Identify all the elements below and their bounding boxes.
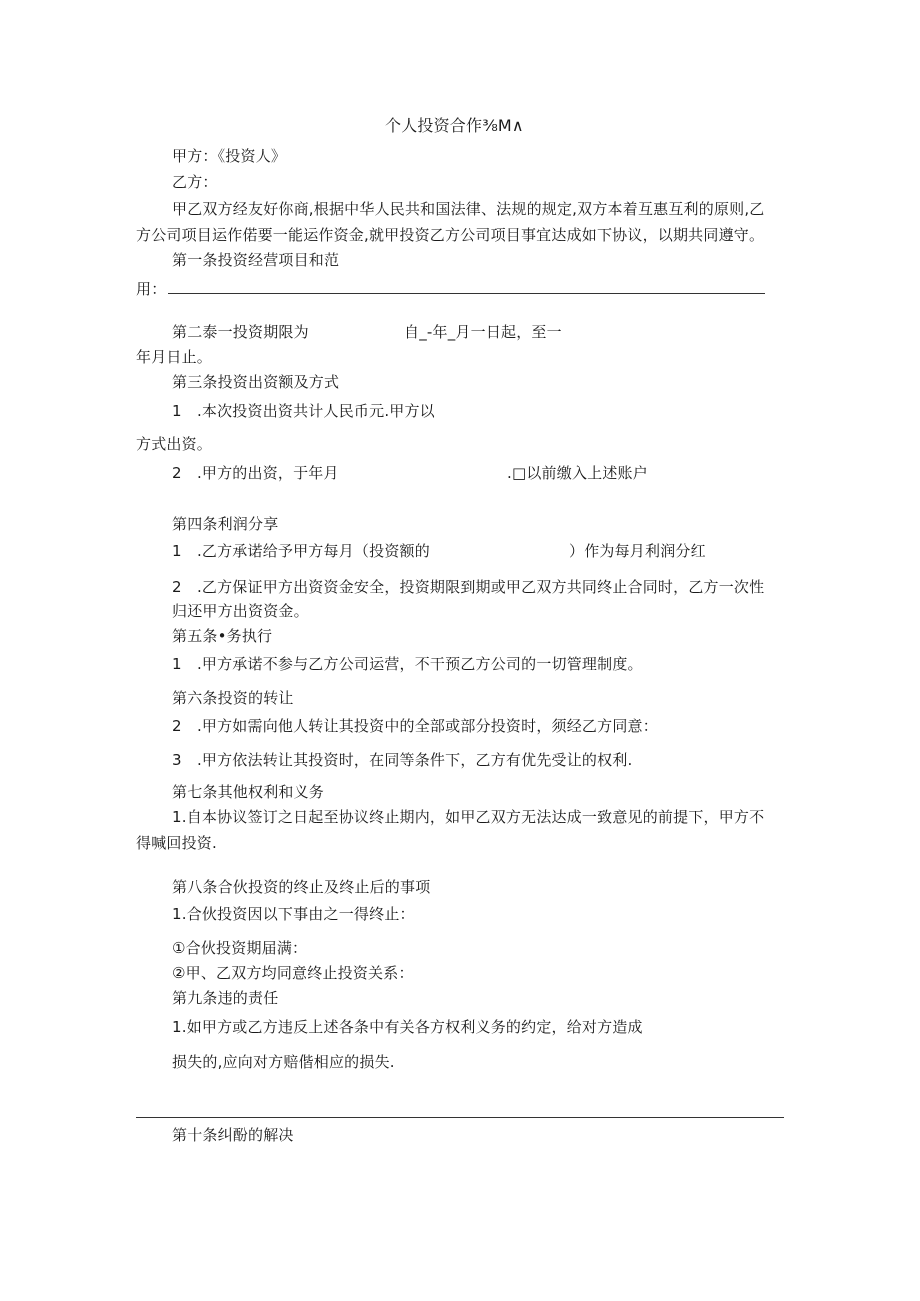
article-8-sub-item-2: ②甲、乙双方均同意终止投资关系： <box>172 964 414 982</box>
article-4-item-1: 1 .乙方承诺给予甲方每月（投资额的 <box>172 542 430 560</box>
article-7-item-1: 1.自本协议签订之日起至协议终止期内，如甲乙双方无法达成一致意见的前提下，甲方不 <box>172 808 765 826</box>
article-9-heading: 第九条违的责任 <box>172 989 279 1007</box>
article-9-item-1: 1.如甲方或乙方违反上述各条中有关各方权利义务的约定，给对方造成 <box>172 1018 643 1036</box>
article-3-heading: 第三条投资出资额及方式 <box>172 373 340 391</box>
article-2-date-range: 自_-年_月一日起，至一 <box>404 323 562 341</box>
article-4-item-2: 2 .乙方保证甲方出资资金安全，投资期限到期或甲乙双方共同终止合同时，乙方一次性 <box>172 578 765 596</box>
article-7-item-1-continuation: 得喊回投资. <box>136 834 217 852</box>
section-divider-line <box>136 1117 784 1118</box>
article-10-heading: 第十条纠酚的解决 <box>172 1126 294 1144</box>
article-4-heading: 第四条利润分享 <box>172 515 279 533</box>
article-6-item-3: 3 .甲方依法转让其投资时，在同等条件下，乙方有优先受让的权利. <box>172 751 633 769</box>
article-2-text: 第二泰一投资期限为 <box>172 323 309 341</box>
article-8-item-1: 1.合伙投资因以下事由之一得终止： <box>172 905 415 923</box>
article-5-heading: 第五条•务执行 <box>172 627 273 645</box>
article-6-heading: 第六条投资的转让 <box>172 689 294 707</box>
article-2-continuation: 年月日止。 <box>136 348 213 366</box>
article-3-item-2-tail: .□以前缴入上述账户 <box>507 464 648 482</box>
article-6-item-2: 2 .甲方如需向他人转让其投资中的全部或部分投资时，须经乙方同意： <box>172 717 658 735</box>
party-b-line: 乙方： <box>172 173 218 191</box>
preamble-line-1: 甲乙双方经友好你商,根据中华人民共和国法律、法规的规定,双方本着互惠互利的原则,乙 <box>172 200 765 218</box>
article-8-sub-item-1: ①合伙投资期届满： <box>172 939 308 957</box>
article-1-scope-label: 用： <box>136 280 167 298</box>
article-3-item-2: 2 .甲方的出资，于年月 <box>172 464 339 482</box>
article-1-scope-blank-line <box>168 293 765 294</box>
article-7-heading: 第七条其他权利和义务 <box>172 783 325 801</box>
article-9-item-1-continuation: 损失的,应向对方赔偕相应的损失. <box>172 1053 395 1071</box>
article-5-item-1: 1 .甲方承诺不参与乙方公司运营，不干预乙方公司的一切管理制度。 <box>172 655 643 673</box>
article-3-item-1-continuation: 方式出资。 <box>136 435 213 453</box>
article-1-heading: 第一条投资经营项目和范 <box>172 251 340 269</box>
document-title: 个人投资合作⅜M∧ <box>385 116 524 135</box>
article-4-item-2-continuation: 归还甲方出资资金。 <box>172 602 309 620</box>
article-3-item-1: 1 .本次投资出资共计人民币元.甲方以 <box>172 402 435 420</box>
preamble-line-2: 方公司项目运作偌要一能运作资金,就甲投资乙方公司项目事宜达成如下协议，以期共同遵守。 <box>136 226 765 244</box>
article-8-heading: 第八条合伙投资的终止及终止后的事项 <box>172 878 431 896</box>
article-4-item-1-tail: ）作为每月利润分红 <box>569 542 706 560</box>
party-a-line: 甲方：《投资人》 <box>172 147 287 165</box>
